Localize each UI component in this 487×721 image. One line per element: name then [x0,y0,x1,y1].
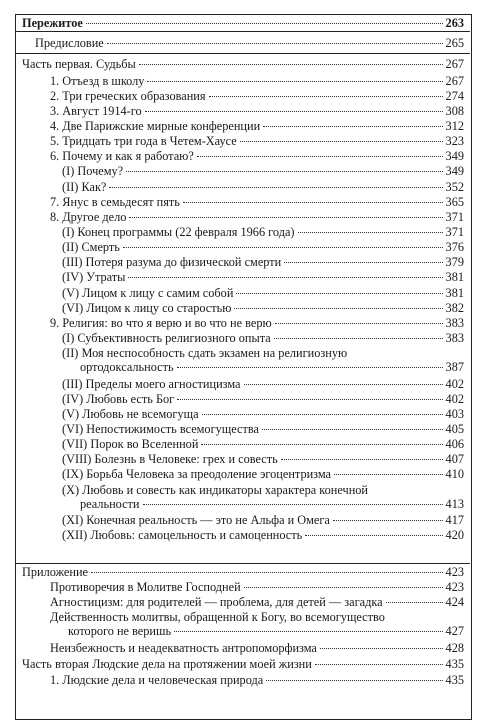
dot-leader [197,156,443,157]
dot-leader [236,293,442,294]
dot-leader [177,367,443,368]
dot-leader [91,572,443,573]
entry-title: (V) Лицом к лицу с самим собой [62,285,234,300]
dot-leader [107,43,443,44]
entry-title: 6. Почему и как я работаю? [50,149,194,164]
dot-leader [320,648,443,649]
entry-title: 3. Август 1914-го [50,103,142,118]
section-divider [15,563,470,564]
page-number: 263 [445,16,464,30]
toc-entry [62,331,464,345]
page-number: 265 [445,36,464,50]
dot-leader [128,277,442,278]
entry-title: (V) Любовь не всемогуща [62,406,199,421]
toc-entry [62,467,464,481]
page-number: 381 [445,270,464,285]
toc-row [62,164,464,178]
dot-leader [315,664,443,665]
toc-row [50,595,464,609]
dot-leader [86,23,443,24]
toc-row [50,89,464,103]
toc-entry [62,483,464,511]
entry-title: (I) Почему? [62,164,124,179]
page-number: 428 [445,640,464,655]
dot-leader [177,399,442,400]
toc-row [50,119,464,133]
dot-leader [147,81,442,82]
entry-title: (IX) Борьба Человека за преодоление эгоцентризма [62,467,332,482]
entry-title: реальности [80,496,140,511]
entry-title: (I) Конец программы (22 февраля 1966 года) [62,225,295,239]
toc-entry [62,346,464,374]
section-divider [15,31,470,32]
toc-entry [62,270,464,284]
toc-row [62,528,464,542]
toc-row [62,497,464,511]
dot-leader [201,444,442,445]
toc-entry [62,377,464,391]
dot-leader [275,323,443,324]
entry-title-line: (II) Моя неспособность сдать экзамен на религиозную [62,346,348,361]
dot-leader [274,338,443,339]
toc-entry [50,89,464,103]
toc-entry [62,225,464,239]
toc-entry [50,610,464,638]
entry-title: (VII) Порок во Вселенной [62,437,199,452]
entry-title: Часть первая. Судьбы [22,57,136,71]
page-number: 435 [445,672,464,687]
page-number: 267 [445,57,464,71]
page-number: 349 [445,164,464,179]
toc-row [62,422,464,436]
toc-entry [22,57,464,71]
dot-leader [139,64,443,65]
page-number: 381 [445,285,464,300]
entry-title: (II) Смерть [62,240,120,255]
toc-entry [62,513,464,527]
toc-row [50,104,464,118]
dot-leader [129,217,442,218]
toc-row [62,255,464,269]
toc-entry [62,180,464,194]
entry-title: Предисловие [35,36,104,50]
page-number: 349 [445,149,464,164]
toc-row [62,331,464,345]
toc-entry [50,134,464,148]
entry-title: 8. Другое дело [50,209,127,224]
toc-row [50,149,464,163]
entry-title: 7. Янус в семьдесят пять [50,194,180,209]
entry-title: (IV) Утраты [62,270,126,285]
dot-leader [281,459,443,460]
dot-leader [145,111,443,112]
toc-row [62,392,464,406]
page-number: 402 [445,391,464,406]
page-number: 323 [445,134,464,149]
entry-title: Часть вторая Людские дела на протяжении моей жизни [22,657,312,671]
toc-entry [62,437,464,451]
page-number: 371 [445,209,464,224]
dot-leader [386,602,443,603]
toc-row [22,16,464,30]
entry-title: Противоречия в Молитве Господней [50,580,241,594]
toc-row [62,180,464,194]
dot-leader [240,141,443,142]
section-divider [15,53,470,54]
toc-entry [50,641,464,655]
toc-row [35,36,464,50]
page-number: 406 [445,437,464,452]
dot-leader [174,631,442,632]
dot-leader [244,384,443,385]
toc-row [50,641,464,655]
toc-entry [62,301,464,315]
dot-leader [202,414,443,415]
entry-title: (XI) Конечная реальность — это не Альфа и Омега [62,512,330,527]
entry-title-line: Действенность молитвы, обращенной к Богу, во всемогущество [50,610,385,625]
entry-title: Приложение [22,565,88,579]
page-number: 383 [445,315,464,330]
dot-leader [334,474,443,475]
toc-entry [50,74,464,88]
dot-leader [209,96,443,97]
toc-row [50,195,464,209]
entry-title: 5. Тридцать три года в Четем-Хаусе [50,134,237,149]
entry-title: Пережитое [22,16,83,30]
toc-entry [62,452,464,466]
page-number: 308 [445,103,464,118]
page-number: 376 [445,240,464,255]
entry-title: 4. Две Парижские мирные конференции [50,118,261,133]
page-number: 410 [445,467,464,482]
toc-entry [50,595,464,609]
toc-entry [50,195,464,209]
toc-row [22,57,464,71]
toc-row [62,467,464,481]
dot-leader [263,126,442,127]
page-number: 312 [445,118,464,133]
page-number: 274 [445,88,464,103]
entry-title: Неизбежность и неадекватность антропоморфизма [50,640,317,655]
toc-row [62,270,464,284]
page-number: 427 [445,624,464,639]
toc-entry [62,255,464,269]
toc-row [50,673,464,687]
toc-row [50,580,464,594]
toc-entry [50,673,464,687]
toc-row [62,286,464,300]
page-number: 352 [445,179,464,194]
entry-title: (IV) Любовь есть Бог [62,391,175,406]
toc-row [62,452,464,466]
toc-row [62,377,464,391]
toc-row [22,565,464,579]
page-number: 413 [445,496,464,511]
entry-title-line: (X) Любовь и совесть как индикаторы характера конечной [62,482,369,497]
page-number: 407 [445,452,464,467]
entry-title: (VI) Лицом к лицу со старостью [62,300,232,315]
entry-title: (I) Субъективность религиозного опыта [62,331,271,346]
dot-leader [234,308,442,309]
entry-title: Агностицизм: для родителей — проблема, для детей — загадка [50,595,383,610]
dot-leader [266,680,442,681]
page-number: 383 [445,331,464,346]
dot-leader [123,247,443,248]
page-number: 371 [445,225,464,239]
entry-title: (XII) Любовь: самоцельность и самоценность [62,528,303,542]
entry-title: (III) Потеря разума до физической смерти [62,255,282,270]
entry-title: которого не веришь [68,624,172,639]
toc-entry [50,316,464,330]
toc-entry [22,16,464,30]
page-number: 382 [445,300,464,315]
dot-leader [262,429,443,430]
page-number: 424 [445,595,464,610]
dot-leader [143,504,443,505]
toc-entry [35,36,464,50]
entry-title: (VIII) Болезнь в Человеке: грех и совесть [62,452,278,467]
toc-row [62,301,464,315]
toc-entry [50,119,464,133]
toc-row [50,210,464,224]
toc-row [62,225,464,239]
dot-leader [126,171,442,172]
toc-entry [62,407,464,421]
page-number: 417 [445,512,464,527]
toc-entry [22,657,464,671]
toc-row [22,657,464,671]
dot-leader [298,232,443,233]
page-number: 402 [445,376,464,391]
page-number: 403 [445,406,464,421]
dot-leader [284,262,442,263]
page-number: 423 [445,580,464,594]
toc-entry [62,240,464,254]
toc-row [62,513,464,527]
toc-row [50,74,464,88]
entry-title: 1. Отъезд в школу [50,73,145,88]
entry-title: 9. Религия: во что я верю и во что не верю [50,315,272,330]
dot-leader [183,202,443,203]
toc-entry [62,392,464,406]
toc-row [62,437,464,451]
page-number: 435 [445,657,464,671]
toc-entry [62,422,464,436]
dot-leader [109,187,442,188]
toc-row [50,134,464,148]
page-number: 405 [445,421,464,436]
toc-row [62,240,464,254]
dot-leader [244,587,443,588]
toc-row [50,316,464,330]
entry-title: (VI) Непостижимость всемогущества [62,421,259,436]
page-number: 423 [445,565,464,579]
page-number: 365 [445,194,464,209]
toc-entry [50,210,464,224]
page-number: 420 [445,528,464,542]
entry-title: ортодоксальность [80,360,174,375]
toc-row [50,624,464,638]
toc-entry [50,580,464,594]
toc-entry [62,286,464,300]
toc-row [62,407,464,421]
page-number: 267 [445,73,464,88]
dot-leader [333,520,443,521]
entry-title: 2. Три греческих образования [50,88,206,103]
toc-entry [62,528,464,542]
toc-entry [62,164,464,178]
entry-title: (III) Пределы моего агностицизма [62,376,241,391]
toc-row [62,360,464,374]
toc-entry [50,104,464,118]
page-number: 387 [445,360,464,375]
toc-entry [22,565,464,579]
page-number: 379 [445,255,464,270]
toc-entry [50,149,464,163]
dot-leader [305,535,442,536]
entry-title: 1. Людские дела и человеческая природа [50,672,264,687]
entry-title: (II) Как? [62,179,107,194]
